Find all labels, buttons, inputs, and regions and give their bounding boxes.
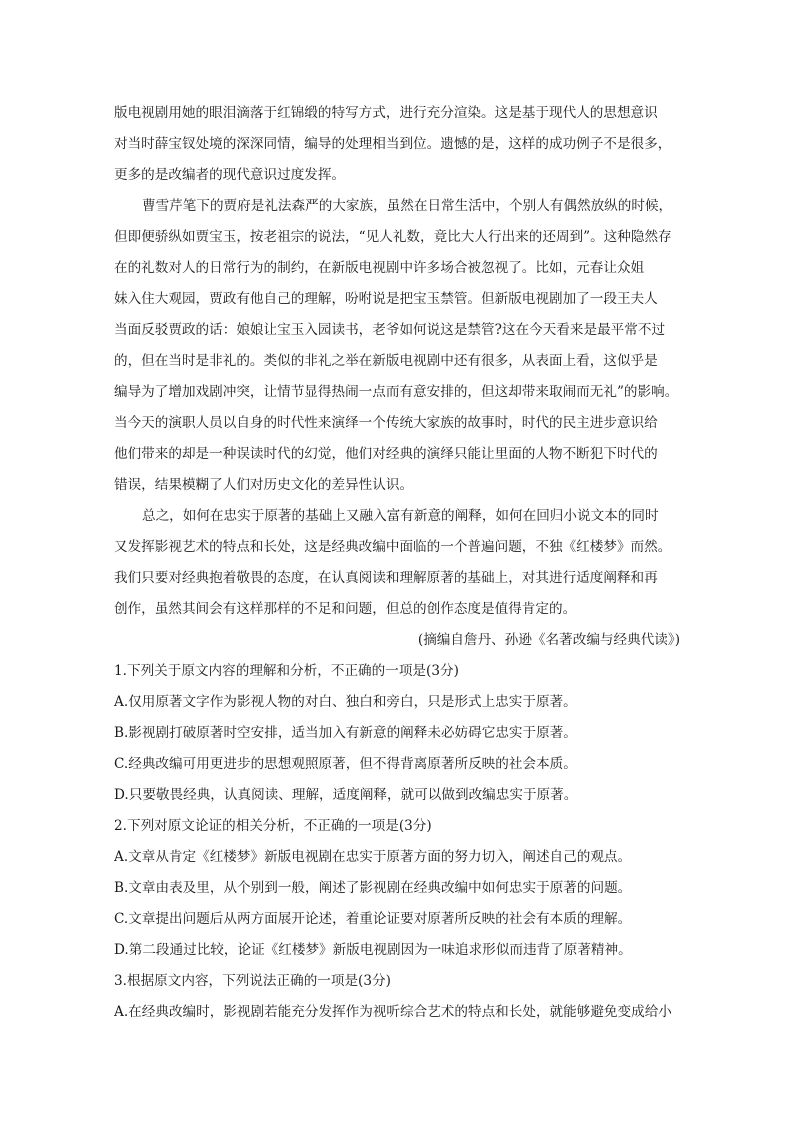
option-d: D.第二段通过比较，论证《红楼梦》新版电视剧因为一味追求形似而违背了原著精神。 xyxy=(114,942,632,958)
question-title: 3.根据原文内容，下列说法正确的一项是(3分) xyxy=(114,973,391,989)
text-line: 他们带来的却是一种误读时代的幻觉，他们对经典的演绎只能让里面的人物不断犯下时代的 xyxy=(114,446,658,462)
option-a: A.文章从肯定《红楼梦》新版电视剧在忠实于原著方面的努力切入，阐述自己的观点。 xyxy=(114,849,632,865)
source-citation: (摘编自詹丹、孙逊《名著改编与经典代读》) xyxy=(417,632,680,648)
text-line: 我们只要对经典抱着敬畏的态度，在认真阅读和理解原著的基础上，对其进行适度阐释和再 xyxy=(114,570,658,586)
option-c: C.文章提出问题后从两方面展开论述，着重论证要对原著所反映的社会有本质的理解。 xyxy=(114,911,632,927)
text-line: 更多的是改编者的现代意识过度发挥。 xyxy=(114,167,346,183)
question-2 xyxy=(114,811,680,966)
text-line: 的，但在当时是非礼的。类似的非礼之举在新版电视剧中还有很多，从表面上看，这似乎是 xyxy=(114,353,658,369)
text-line: 对当时薛宝钗处境的深深同情，编导的处理相当到位。遗憾的是，这样的成功例子不是很多， xyxy=(114,136,672,152)
text-line: 错误，结果模糊了人们对历史文化的差异性认识。 xyxy=(114,477,414,493)
text-line: 当今天的演职人员以自身的时代性来演绎一个传统大家族的故事时，时代的民主进步意识给 xyxy=(114,415,658,431)
text-line: 当面反驳贾政的话：娘娘让宝玉入园读书，老爷如何说这是禁管?这在今天看来是最平常不过 xyxy=(114,322,666,338)
option-a: A.在经典改编时，影视剧若能充分发挥作为视听综合艺术的特点和长处，就能够避免变成给小 xyxy=(114,1004,672,1020)
option-c: C.经典改编可用更进步的思想观照原著，但不得背离原著所反映的社会本质。 xyxy=(114,756,577,772)
text-line: 又发挥影视艺术的特点和长处，这是经典改编中面临的一个普遍问题，不独《红楼梦》而然。 xyxy=(114,539,672,555)
text-line: 创作，虽然其间会有这样那样的不足和问题，但总的创作态度是值得肯定的。 xyxy=(114,601,577,617)
document-body xyxy=(114,98,680,1028)
option-a: A.仅用原著文字作为影视人物的对白、独白和旁白，只是形式上忠实于原著。 xyxy=(114,694,577,710)
question-title: 1.下列关于原文内容的理解和分析，不正确的一项是(3分) xyxy=(114,663,459,679)
text-line: 总之，如何在忠实于原著的基础上又融入富有新意的阐释，如何在回归小说文本的同时 xyxy=(142,508,659,524)
question-title: 2.下列对原文论证的相关分析，不正确的一项是(3分) xyxy=(114,818,432,834)
option-b: B.文章由表及里，从个别到一般，阐述了影视剧在经典改编中如何忠实于原著的问题。 xyxy=(114,880,632,896)
text-line: 编导为了增加戏剧冲突，让情节显得热闹一点而有意安排的，但这却带来取闹而无礼”的影响。 xyxy=(114,384,679,400)
paragraph-2 xyxy=(114,191,680,501)
question-1 xyxy=(114,656,680,811)
question-3 xyxy=(114,966,680,1028)
text-line: 在的礼数对人的日常行为的制约，在新版电视剧中许多场合被忽视了。比如，元春让众姐 xyxy=(114,260,645,276)
text-line: 妹入住大观园，贾政有他自己的理解，吩咐说是把宝玉禁管。但新版电视剧加了一段王夫人 xyxy=(114,291,658,307)
option-b: B.影视剧打破原著时空安排，适当加入有新意的阐释未必妨碍它忠实于原著。 xyxy=(114,725,577,741)
paragraph-3 xyxy=(114,501,680,625)
text-line: 曹雪芹笔下的贾府是礼法森严的大家族，虽然在日常生活中，个别人有偶然放纵的时候， xyxy=(142,198,673,214)
paragraph-1 xyxy=(114,98,680,191)
option-d: D.只要敬畏经典，认真阅读、理解，适度阐释，就可以做到改编忠实于原著。 xyxy=(114,787,578,803)
text-line: 但即便骄纵如贾宝玉，按老祖宗的说法，“见人礼数，竟比大人行出来的还周到”。这种隐然存 xyxy=(114,229,672,245)
text-line: 版电视剧用她的眼泪滴落于红锦缎的特写方式，进行充分渲染。这是基于现代人的思想意识 xyxy=(114,105,658,121)
